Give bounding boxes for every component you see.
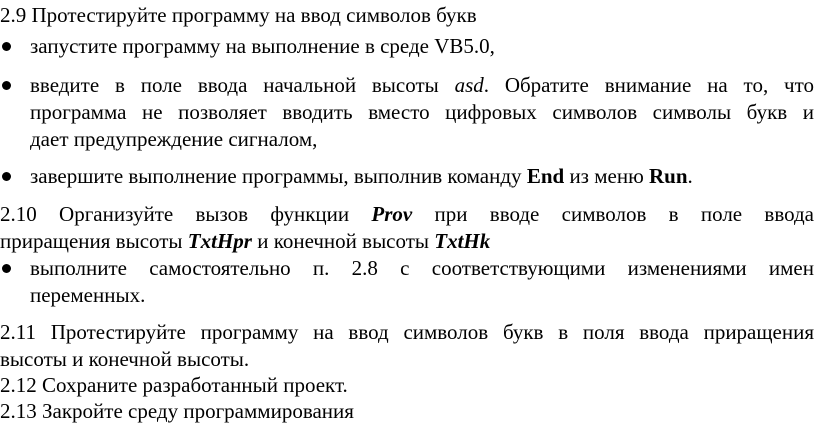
command-name: End <box>526 164 565 188</box>
bullet-icon <box>0 72 24 99</box>
bullet-text: завершите выполнение программы, выполнив команду End из меню Run. <box>30 164 693 188</box>
field-name: TxtHpr <box>187 229 252 253</box>
bullet-text-line: введите в поле ввода начальной высоты asd. Обратите внимание на то, что <box>30 73 814 97</box>
section-2-11-line: 2.11 Протестируйте программу на ввод символов букв в поля ввода приращения <box>0 320 814 344</box>
section-2-12: 2.12 Сохраните разработанный проект. <box>0 373 348 397</box>
section-2-10-line: приращения высоты TxtHpr и конечной высоты TxtHk <box>0 229 491 253</box>
italic-value: asd <box>454 73 484 97</box>
bullet-text-line: дает предупреждение сигналом, <box>30 127 318 151</box>
section-2-10-line: 2.10 Организуйте вызов функции Prov при вводе символов в поле ввода <box>0 202 814 226</box>
field-name: TxtHk <box>434 229 491 253</box>
section-2-11-line: высоты и конечной высоты. <box>0 347 250 371</box>
bullet-icon <box>0 163 24 190</box>
section-2-13: 2.13 Закройте среду программирования <box>0 399 354 423</box>
menu-name: Run <box>649 164 688 188</box>
bullet-text-line: переменных. <box>30 283 146 307</box>
bullet-icon <box>0 255 24 282</box>
bullet-icon <box>0 33 24 60</box>
bullet-text-line: программа не позволяет вводить вместо цифровых символов символы букв и <box>30 100 814 124</box>
bullet-text-line: выполните самостоятельно п. 2.8 с соответствующими изменениями имен <box>30 256 814 280</box>
bullet-text: запустите программу на выполнение в среде VB5.0, <box>30 34 495 58</box>
function-name: Prov <box>371 202 413 226</box>
section-2-9-title: 2.9 Протестируйте программу на ввод символов букв <box>0 3 477 27</box>
